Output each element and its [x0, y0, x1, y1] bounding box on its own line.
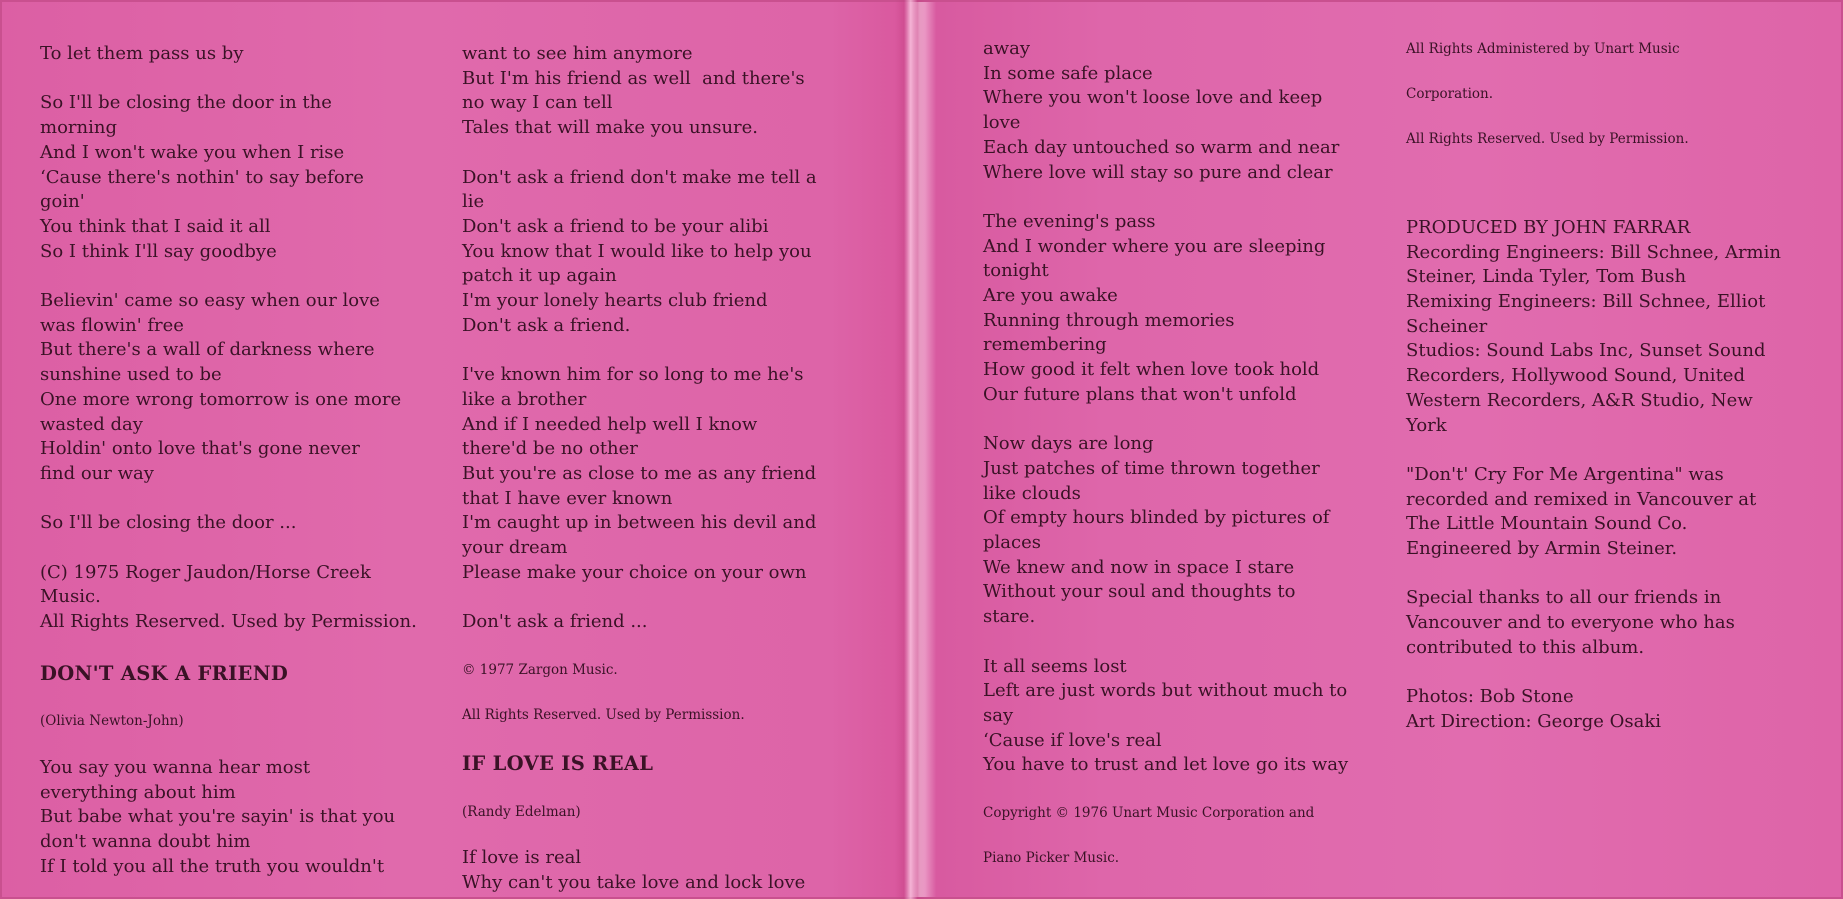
lyric-line: Studios: Sound Labs Inc, Sunset Sound [1406, 340, 1766, 362]
stanza [1406, 685, 1826, 734]
lyric-line: Believin' came so easy when our love [40, 290, 380, 311]
lyric-line: don't wanna doubt him [40, 830, 251, 852]
lyric-line: It all seems lost [983, 655, 1127, 677]
lyric-line: PRODUCED BY JOHN FARRAR [1406, 216, 1691, 238]
lyric-line: If love is real [462, 847, 582, 869]
lyric-line: Holdin' onto love that's gone never [40, 438, 360, 460]
lyric-line: You say you wanna hear most [40, 756, 311, 778]
column-4 [1406, 39, 1826, 759]
rights-line: All Rights Reserved. Used by Permission. [1406, 131, 1689, 148]
stanza [40, 511, 440, 536]
copyright-notice [983, 803, 1383, 869]
lyric-line: Art Direction: George Osaki [1406, 710, 1662, 732]
copyright-line: © 1977 Zargon Music. [462, 661, 618, 678]
stanza [983, 37, 1383, 185]
lyric-line: You know that I would like to help you [462, 240, 812, 262]
lyric-line: Steiner, Linda Tyler, Tom Bush [1406, 266, 1687, 288]
lyric-line: The evening's pass [983, 210, 1156, 232]
lyric-line: And I wonder where you are sleeping [983, 235, 1326, 257]
stanza [462, 166, 862, 339]
lyric-line: Please make your choice on your own [462, 561, 807, 583]
lyric-line: places [983, 532, 1041, 554]
lyric-line: Special thanks to all our friends in [1406, 587, 1722, 609]
lyric-line: How good it felt when love took hold [983, 359, 1320, 381]
copyright-line: Piano Picker Music. [983, 849, 1120, 866]
stanza [983, 432, 1383, 630]
lyric-line: contributed to this album. [1406, 636, 1645, 658]
lyric-line: You think that I said it all [40, 215, 271, 237]
lyric-line: Recorders, Hollywood Sound, United [1406, 365, 1745, 387]
lyric-line: But babe what you're sayin' is that you [40, 806, 396, 828]
lyric-line: I'm caught up in between his devil and [462, 512, 817, 534]
stanza [983, 655, 1383, 779]
lyric-line: Are you awake [983, 285, 1118, 307]
stanza [1406, 586, 1826, 660]
lyric-line: You have to trust and let love go its way [983, 754, 1349, 776]
lyric-line: All Rights Reserved. Used by Permission. [40, 611, 417, 633]
song-credit: (Olivia Newton-John) [40, 713, 184, 730]
song-stanza [462, 846, 862, 895]
lyric-line: Our future plans that won't unfold [983, 383, 1297, 405]
booklet-fold [895, 0, 925, 899]
lyric-line: love [983, 112, 1021, 134]
lyric-line: York [1406, 414, 1447, 436]
lyric-line: I've known him for so long to me he's [462, 364, 804, 386]
lyric-line: Where love will stay so pure and clear [983, 161, 1333, 183]
lyric-line: was flowin' free [40, 314, 184, 336]
lyric-line: Don't ask a friend. [462, 314, 631, 336]
lyric-line: Don't ask a friend don't make me tell a [462, 166, 817, 188]
rights-notice [1406, 39, 1826, 150]
stanza [1406, 463, 1826, 562]
stanza [40, 561, 440, 635]
lyric-line: like a brother [462, 388, 587, 410]
lyric-line: And I won't wake you when I rise [40, 141, 345, 163]
lyric-line: (C) 1975 Roger Jaudon/Horse Creek [40, 561, 371, 583]
lyric-line: Don't ask a friend to be your alibi [462, 215, 769, 237]
lyric-line: Vancouver and to everyone who has [1406, 612, 1735, 634]
song-title: IF LOVE IS REAL [462, 751, 654, 775]
lyric-line: everything about him [40, 781, 236, 803]
copyright-line: All Rights Reserved. Used by Permission. [462, 706, 745, 723]
lyric-line: Each day untouched so warm and near [983, 136, 1340, 158]
song-stanza [40, 756, 440, 880]
lyric-line: Western Recorders, A&R Studio, New [1406, 389, 1753, 411]
lyric-line: Just patches of time thrown together [983, 457, 1320, 479]
lyric-line: no way I can tell [462, 92, 613, 114]
lyric-line: that I have ever known [462, 487, 673, 509]
lyric-line: Engineered by Armin Steiner. [1406, 538, 1678, 559]
lyric-line: say [983, 704, 1014, 726]
lyric-line: The Little Mountain Sound Co. [1406, 513, 1688, 535]
lyric-line: Without your soul and thoughts to [983, 581, 1296, 603]
lyric-line: Music. [40, 586, 101, 608]
column-3 [983, 37, 1383, 893]
stanza [462, 42, 862, 141]
lyric-line: stare. [983, 606, 1036, 628]
rights-line: Corporation. [1406, 86, 1494, 103]
lyric-line: recorded and remixed in Vancouver at [1406, 488, 1757, 510]
lyric-line: So I'll be closing the door ... [40, 512, 297, 534]
lyric-line: like clouds [983, 482, 1081, 504]
lyric-line: If I told you all the truth you wouldn't [40, 855, 385, 877]
stanza [462, 846, 862, 895]
song-title: DON'T ASK A FRIEND [40, 661, 289, 685]
column-1 [40, 42, 440, 879]
lyrics-stanzas [462, 42, 862, 635]
lyric-line: "Don't' Cry For Me Argentina" was [1406, 463, 1724, 485]
lyric-line: But there's a wall of darkness where [40, 339, 375, 361]
lyric-line: To let them pass us by [40, 43, 244, 64]
stanza [983, 210, 1383, 408]
lyric-line: We knew and now in space I stare [983, 556, 1295, 578]
credits-stanzas [1406, 216, 1826, 735]
lyric-line: But you're as close to me as any friend [462, 462, 817, 484]
stanza [40, 91, 440, 264]
lyric-line: Don't ask a friend ... [462, 611, 648, 633]
copyright-line: Copyright © 1976 Unart Music Corporation and [983, 804, 1315, 821]
lyric-line: Tales that will make you unsure. [462, 117, 759, 139]
lyric-line: But I'm his friend as well and there's [462, 67, 805, 89]
lyric-line: Of empty hours blinded by pictures of [983, 507, 1330, 529]
lyric-line: Remixing Engineers: Bill Schnee, Elliot [1406, 290, 1766, 312]
lyric-line: Why can't you take love and lock love [462, 871, 806, 893]
stanza [40, 289, 440, 487]
stanza [462, 610, 862, 635]
column-2 [462, 42, 862, 896]
lyric-line: ‘Cause if love's real [983, 729, 1162, 751]
lyric-line: there'd be no other [462, 438, 638, 460]
lyric-line: Photos: Bob Stone [1406, 686, 1574, 708]
lyric-line: Running through memories [983, 309, 1235, 331]
stanza [40, 756, 440, 880]
lyric-line: So I'll be closing the door in the [40, 92, 332, 114]
lyric-line: Now days are long [983, 433, 1154, 455]
lyrics-stanzas [983, 37, 1383, 778]
lyric-line: Recording Engineers: Bill Schnee, Armin [1406, 241, 1781, 263]
stanza [1406, 216, 1826, 438]
lyric-line: tonight [983, 260, 1049, 282]
lyric-line: In some safe place [983, 62, 1153, 84]
copyright-notice [462, 660, 862, 726]
lyric-line: I'm your lonely hearts club friend [462, 290, 768, 312]
lyric-line: want to see him anymore [462, 43, 693, 64]
lyric-line: goin' [40, 191, 85, 213]
lyric-line: lie [462, 191, 485, 213]
lyric-line: remembering [983, 334, 1107, 356]
lyric-line: patch it up again [462, 265, 617, 287]
lyric-line: your dream [462, 537, 568, 559]
lyric-line: find our way [40, 462, 154, 484]
lyric-line: ‘Cause there's nothin' to say before [40, 166, 364, 188]
lyric-line: Where you won't loose love and keep [983, 87, 1323, 109]
lyric-line: Scheiner [1406, 315, 1488, 337]
lyric-line: One more wrong tomorrow is one more [40, 388, 402, 410]
rights-line: All Rights Administered by Unart Music [1406, 41, 1680, 57]
lyrics-stanzas [40, 42, 440, 635]
stanza [462, 363, 862, 585]
lyric-line: So I think I'll say goodbye [40, 240, 277, 262]
lyric-line: morning [40, 117, 117, 139]
lyric-line: wasted day [40, 413, 143, 435]
lyric-line: away [983, 38, 1031, 59]
lyric-line: And if I needed help well I know [462, 413, 758, 435]
stanza [40, 42, 440, 67]
song-credit: (Randy Edelman) [462, 803, 581, 820]
lyric-line: Left are just words but without much to [983, 680, 1348, 702]
lyric-line: sunshine used to be [40, 364, 222, 386]
